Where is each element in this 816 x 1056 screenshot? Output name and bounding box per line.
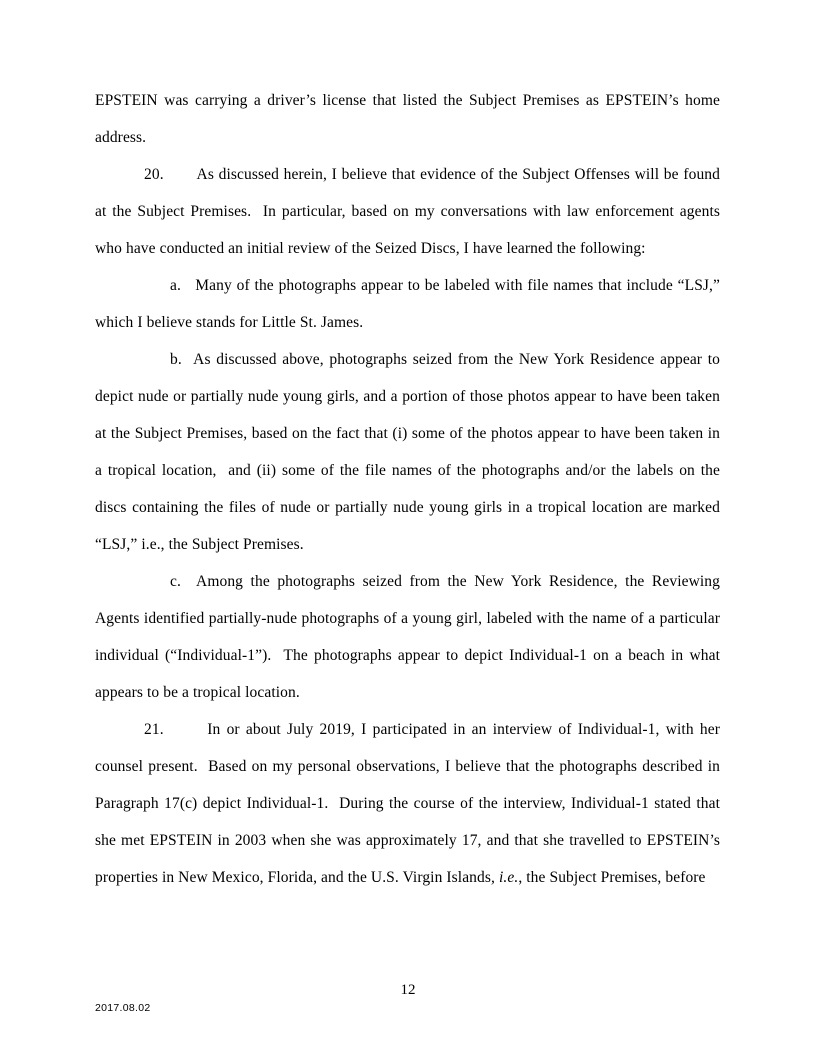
paragraph — [95, 156, 720, 267]
date-stamp: 2017.08.02 — [95, 1002, 151, 1014]
paragraph — [95, 82, 720, 156]
paragraph — [95, 563, 720, 711]
paragraph-text: 20. As discussed herein, I believe that evidence of the Subject Offenses will be found at the Subject Premises. In particular, based on my conversations with law enforcement agents who have conducted an initial review of the Seized Discs, I have learned the following: — [95, 166, 720, 257]
paragraph-text-italic: , i.e. — [491, 869, 519, 886]
paragraph-text: , the Subject Premises, before — [518, 869, 706, 886]
paragraph-text: EPSTEIN was carrying a driver’s license that listed the Subject Premises as EPSTEIN’s home address. — [95, 92, 720, 146]
paragraph-text: c. Among the photographs seized from the New York Residence, the Reviewing Agents identified partially-nude photographs of a young girl, labeled with the name of a particular individual (“Individual-1”). The photographs appear to depict Individual-1 on a beach in what appears to be a tropical location. — [95, 573, 720, 701]
paragraph — [95, 711, 720, 896]
page-number: 12 — [400, 982, 416, 998]
paragraph-text: b. As discussed above, photographs seized from the New York Residence appear to depict nude or partially nude young girls, and a portion of those photos appear to have been taken at the Subject Premises, based on the fact that (i) some of the photos appear to have been taken in a tropical location, and (ii) some of the file names of the photographs and/or the labels on the discs containing the files of nude or partially nude young girls in a tropical location are marked “LSJ,” i.e., the Subject Premises. — [95, 351, 720, 553]
paragraph — [95, 267, 720, 341]
paragraph-text: a. Many of the photographs appear to be labeled with file names that include “LSJ,” which I believe stands for Little St. James. — [95, 277, 720, 331]
paragraph-text: 21. In or about July 2019, I participated in an interview of Individual-1, with her counsel present. Based on my personal observations, I believe that the photographs described in Paragraph 17(c) depict Individual-1. During the course of the interview, Individual-1 stated that she met EPSTEIN in 2003 when she was approximately 17, and that she travelled to EPSTEIN’s properties in New Mexico, Florida, and the U.S. Virgin Islands — [95, 721, 720, 886]
document-body — [95, 82, 720, 896]
paragraph — [95, 341, 720, 563]
